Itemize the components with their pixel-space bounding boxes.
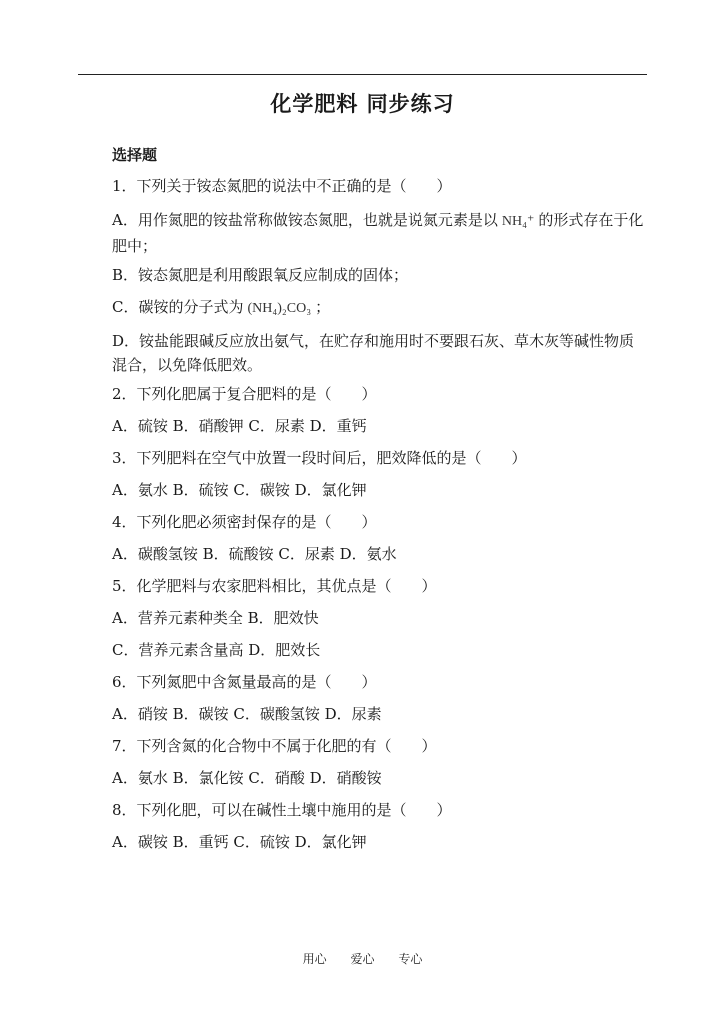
question-list [80,176,646,864]
question-1-option-c [80,297,646,329]
question-line: C．营养元素含量高 D．肥效长 [112,641,321,659]
question-1-stem: 1．下列关于铵态氮肥的说法中不正确的是（ ） [112,177,452,195]
question-line: 5．化学肥料与农家肥料相比，其优点是（ ） [112,577,437,595]
ammonium-ion-formula: NH₄⁺ [501,214,535,229]
question-line: A．营养元素种类全 B．肥效快 [112,609,319,627]
question-line: 6．下列氮肥中含氮量最高的是（ ） [112,673,377,691]
question-1-option-d: D．铵盐能跟碱反应放出氨气，在贮存和施用时不要跟石灰、草木灰等碱性物质混合，以免降低肥效。 [112,332,635,374]
question-line: A．碳铵 B．重钙 C．硫铵 D．氯化钾 [112,833,367,851]
question-line: A．碳酸氢铵 B．硫酸铵 C．尿素 D．氨水 [112,545,397,563]
question-line: A．硫铵 B．硝酸钾 C．尿素 D．重钙 [112,417,367,435]
page-title: 化学肥料 同步练习 [270,91,455,116]
option-c-text-end: ； [315,298,331,316]
question-1-option-b: B．铵态氮肥是利用酸跟氧反应制成的固体； [112,266,409,284]
option-a-text: A．用作氮肥的铵盐常称做铵态氮肥，也就是说氮元素是以 [112,211,498,229]
question-line: 7．下列含氮的化合物中不属于化肥的有（ ） [112,737,437,755]
ammonium-carbonate-formula: (NH₄)₂CO₃ [247,301,312,316]
option-a-text-end: 的形式存在于化肥中； [112,211,644,255]
footer-text: 专心 [398,952,423,966]
question-line: A．氨水 B．硫铵 C．碳铵 D．氯化钾 [112,481,367,499]
question-line: 8．下列化肥，可以在碱性土壤中施用的是（ ） [112,801,452,819]
page-footer [0,950,725,967]
header-rule [78,74,647,75]
footer-text: 爱心 [350,952,375,966]
section-heading: 选择题 [112,146,158,164]
question-line: 2．下列化肥属于复合肥料的是（ ） [112,385,377,403]
footer-text: 用心 [302,952,327,966]
question-line: 4．下列化肥必须密封保存的是（ ） [112,513,377,531]
option-c-text: C．碳铵的分子式为 [112,298,244,316]
question-1-option-a [80,208,646,258]
question-line: A．氨水 B．氯化铵 C．硝酸 D．硝酸铵 [112,769,382,787]
question-line: A．硝铵 B．碳铵 C．碳酸氢铵 D．尿素 [112,705,382,723]
question-line: 3．下列肥料在空气中放置一段时间后，肥效降低的是（ ） [112,449,527,467]
